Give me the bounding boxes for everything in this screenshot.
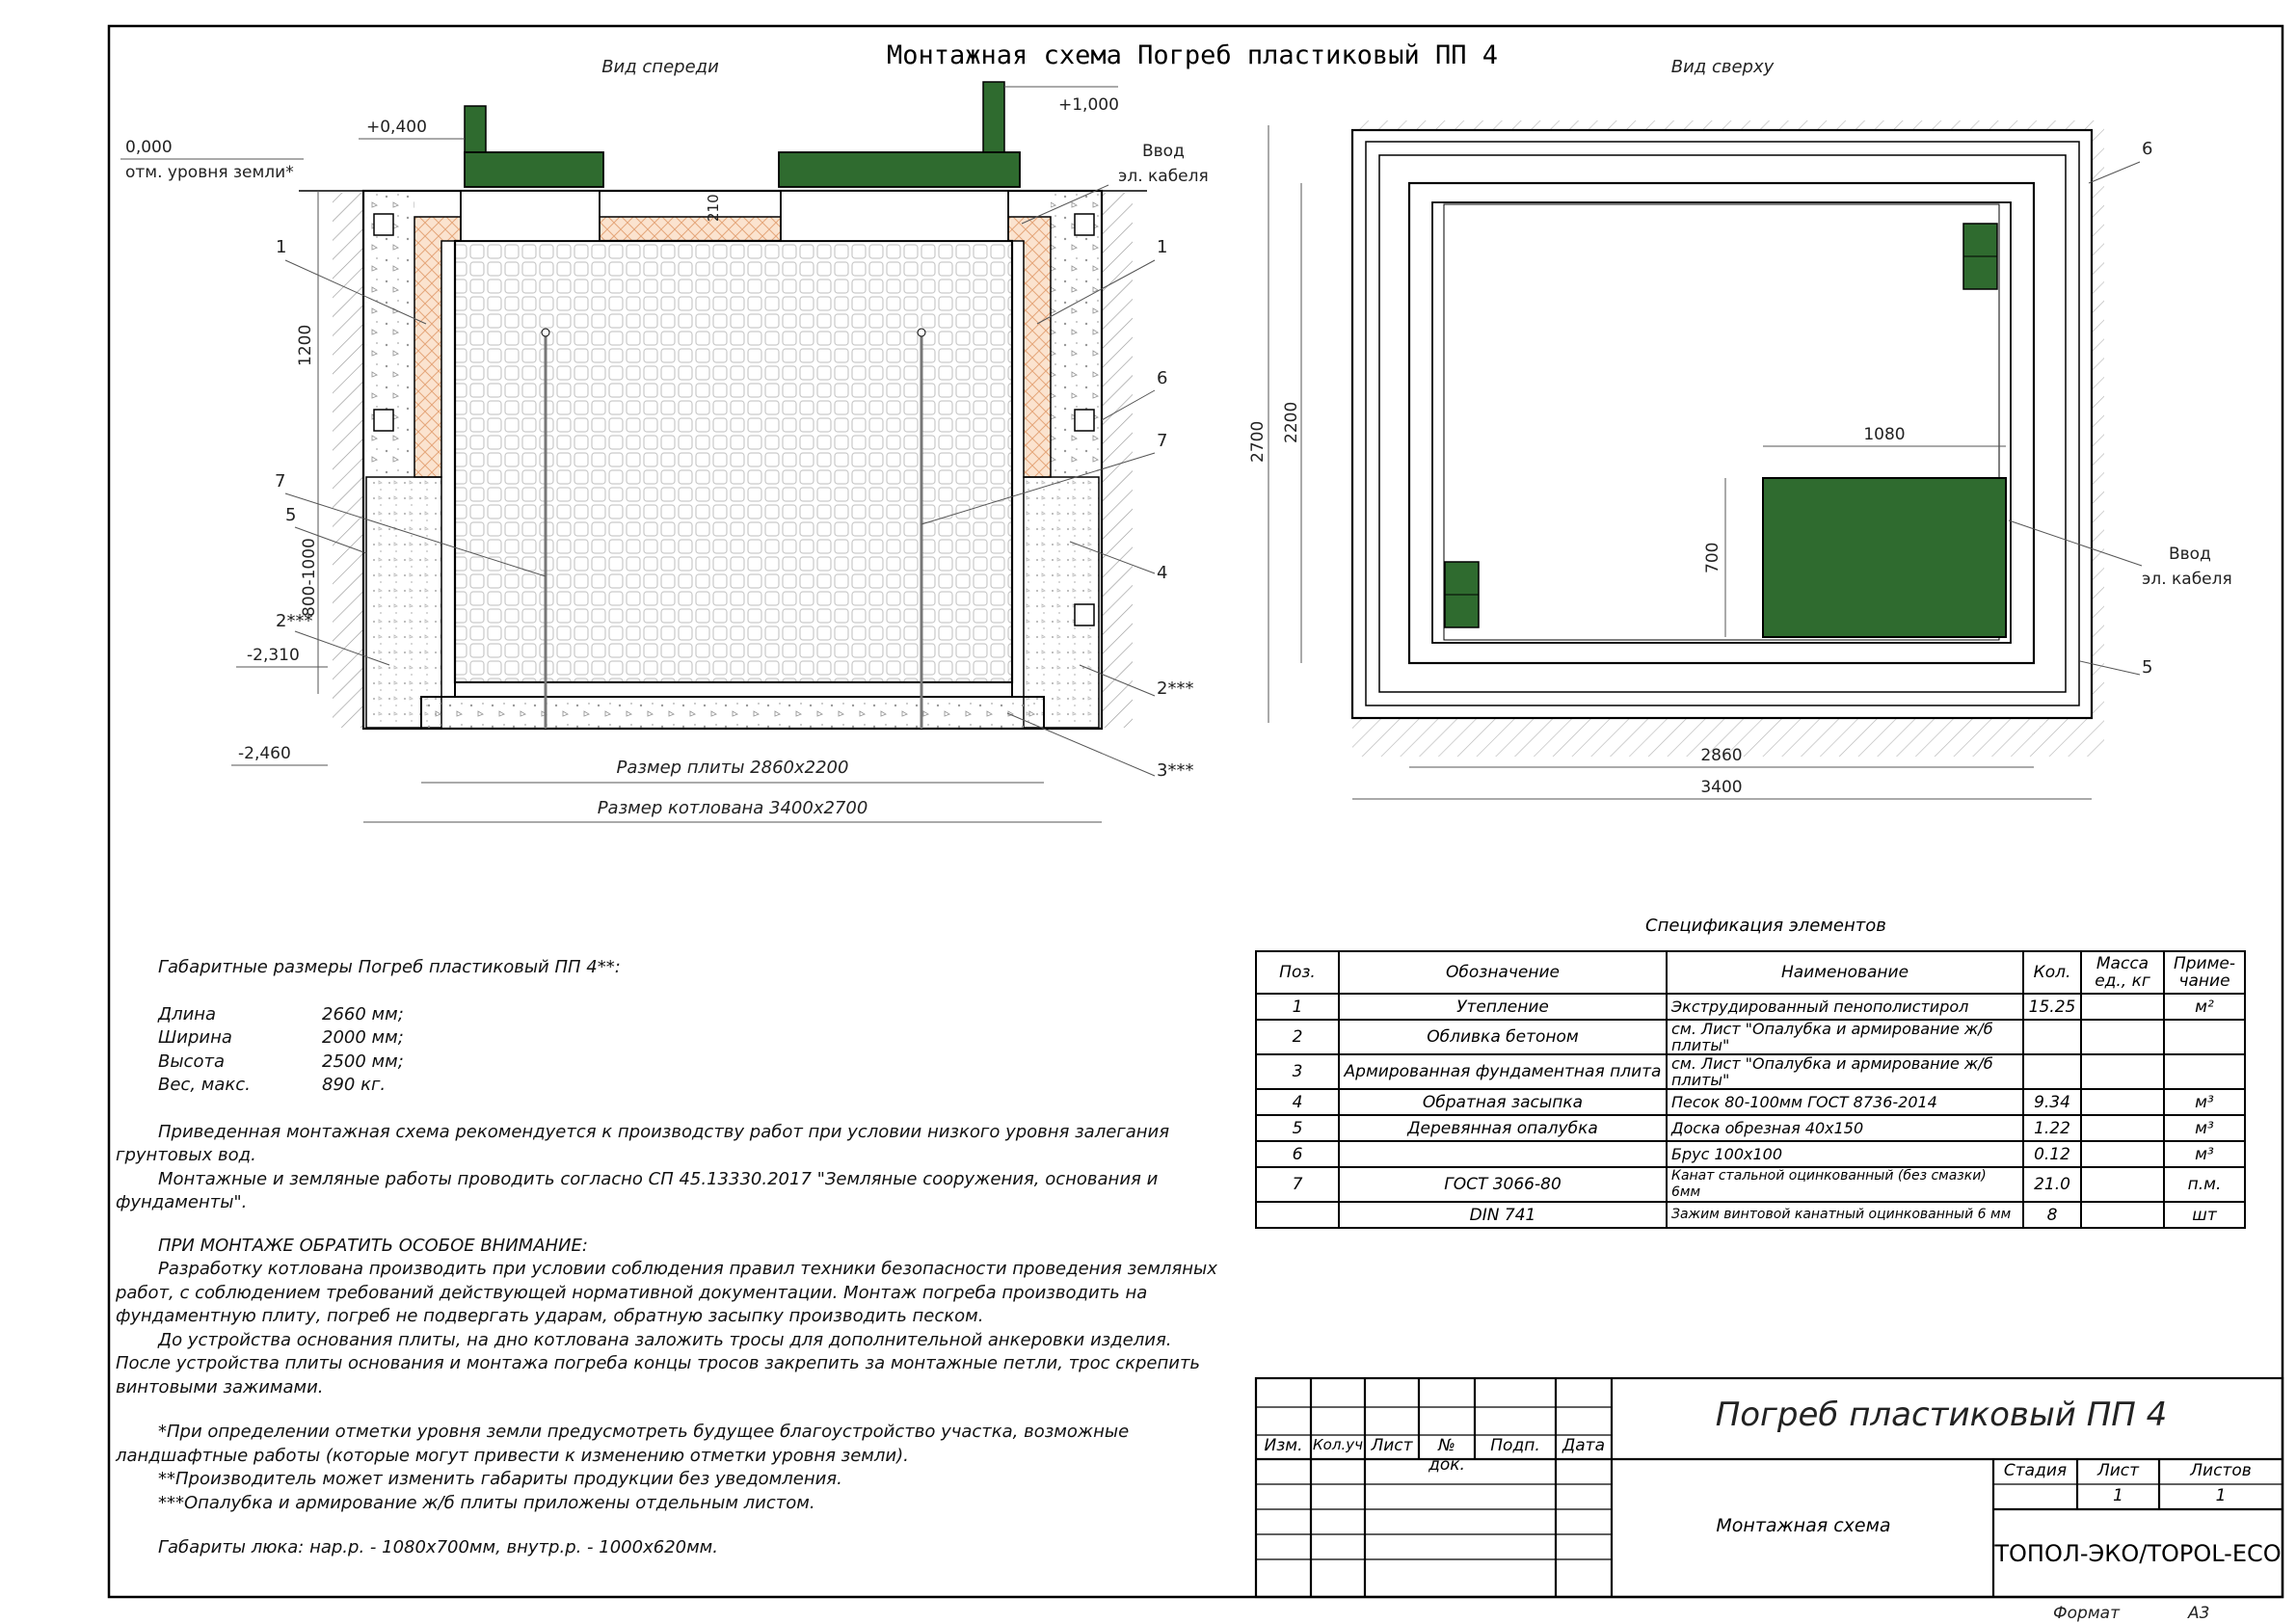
cell: Армированная фундаментная плита xyxy=(1339,1054,1667,1089)
note-paragraph: Приведенная монтажная схема рекомендуется к производству работ при условии низкого уровня залегания грунтовых вод. xyxy=(116,1121,1170,1165)
table-row xyxy=(1256,994,2245,1020)
cable-label-2: эл. кабеля xyxy=(1118,167,1209,186)
cell: ГОСТ 3066-80 xyxy=(1339,1167,1667,1202)
spec-header: Обозначение xyxy=(1339,951,1667,994)
vent-pipe-right xyxy=(983,82,1004,154)
tb-sheet-label: Лист xyxy=(2096,1461,2140,1480)
plate-size: Размер плиты 2860х2200 xyxy=(616,758,849,778)
spec-header-row xyxy=(1256,951,2245,994)
callout-5: 5 xyxy=(285,505,297,525)
title-format-label: Формат xyxy=(2053,1604,2120,1623)
tb-sheets-value: 1 xyxy=(2215,1486,2227,1505)
callout-2-left: 2*** xyxy=(276,611,313,631)
table-row xyxy=(1256,1054,2245,1089)
cell: Экструдированный пенополистирол xyxy=(1667,994,2023,1020)
tb-stage-label: Стадия xyxy=(2003,1461,2068,1480)
top-dim-2860: 2860 xyxy=(1700,746,1743,765)
anchor-loop-right xyxy=(918,329,925,336)
spec-header: Масса ед., кг xyxy=(2081,951,2164,994)
spec-header: Приме- чание xyxy=(2164,951,2245,994)
dim-name: Вес, макс. xyxy=(158,1075,251,1095)
spec-header: Наименование xyxy=(1667,951,2023,994)
top-view xyxy=(1248,120,2232,799)
callout-6: 6 xyxy=(1157,368,1168,388)
callout-4: 4 xyxy=(1157,563,1168,583)
tb-col-label: № док. xyxy=(1428,1436,1465,1475)
callout-1-right: 1 xyxy=(1157,237,1168,257)
cell: Обливка бетоном xyxy=(1339,1020,1667,1054)
table-row xyxy=(1256,1141,2245,1167)
level-pipe: +1,000 xyxy=(1058,95,1119,115)
cell: м² xyxy=(2164,994,2245,1020)
cell: 1.22 xyxy=(2023,1115,2081,1141)
dim-name: Длина xyxy=(158,1003,217,1024)
soil-left xyxy=(333,193,363,728)
cell xyxy=(2023,1054,2081,1089)
dim-name: Высота xyxy=(158,1051,225,1072)
cell: 15.25 xyxy=(2023,994,2081,1020)
level-2310: -2,310 xyxy=(247,646,300,665)
cellar-body xyxy=(455,241,1012,682)
cell: DIN 741 xyxy=(1339,1202,1667,1228)
dim-210: 210 xyxy=(705,194,722,222)
tb-sheet-value: 1 xyxy=(2113,1486,2123,1505)
soil-right xyxy=(1102,193,1133,728)
top-dim-3400: 3400 xyxy=(1700,778,1743,797)
table-row xyxy=(1256,1202,2245,1228)
cell: 3 xyxy=(1256,1054,1339,1089)
dimension-list xyxy=(158,1003,544,1098)
drawing-title: Монтажная схема Погреб пластиковый ПП 4 xyxy=(887,40,1498,70)
cell: 4 xyxy=(1256,1089,1339,1115)
dim-value: 2000 мм; xyxy=(322,1027,404,1048)
sand-fill-right xyxy=(1024,477,1099,728)
front-view xyxy=(120,82,1209,822)
cell xyxy=(1339,1141,1667,1167)
cell: см. Лист "Опалубка и армирование ж/б плиты" xyxy=(1667,1020,2023,1054)
cell xyxy=(2081,1167,2164,1202)
cell: 21.0 xyxy=(2023,1167,2081,1202)
cell xyxy=(2081,1020,2164,1054)
stud-l1 xyxy=(374,214,393,235)
cell: Утепление xyxy=(1339,994,1667,1020)
cell: 9.34 xyxy=(2023,1089,2081,1115)
hatch-dimensions-note: Габариты люка: нар.р. - 1080х700мм, внутр.р. - 1000х620мм. xyxy=(158,1537,718,1557)
cell: 1 xyxy=(1256,994,1339,1020)
level-zero-note: отм. уровня земли* xyxy=(125,163,294,182)
hatch-neck-left xyxy=(461,191,600,241)
foundation-plate xyxy=(421,697,1044,729)
spec-title: Спецификация элементов xyxy=(1645,916,1886,936)
tb-col-label: Кол.уч xyxy=(1313,1436,1363,1453)
cell: 5 xyxy=(1256,1115,1339,1141)
sheet-type: Монтажная схема xyxy=(1716,1515,1891,1536)
top-cable-1: Ввод xyxy=(2169,545,2211,564)
cable-label-1: Ввод xyxy=(1142,142,1185,161)
stud-r1 xyxy=(1075,214,1094,235)
callout-1-left: 1 xyxy=(276,237,287,257)
tb-col-label: Изм. xyxy=(1264,1436,1303,1455)
hatch-top xyxy=(1763,478,2006,637)
top-cable-2: эл. кабеля xyxy=(2142,570,2232,589)
cellar-floor xyxy=(455,682,1012,697)
dims-title: Габаритные размеры Погреб пластиковый ПП 4**: xyxy=(158,957,621,977)
cell: Песок 80-100мм ГОСТ 8736-2014 xyxy=(1667,1089,2023,1115)
sand-fill-left xyxy=(366,477,441,728)
cell: м³ xyxy=(2164,1141,2245,1167)
hatch-lid-left xyxy=(465,152,603,187)
top-callout-6: 6 xyxy=(2142,139,2153,159)
cell: Брус 100х100 xyxy=(1667,1141,2023,1167)
dim-value: 2660 мм; xyxy=(322,1003,404,1024)
vent-pipe-left xyxy=(465,106,486,154)
anchor-loop-left xyxy=(542,329,549,336)
cell xyxy=(2164,1054,2245,1089)
cell xyxy=(2081,994,2164,1020)
cell: Обратная засыпка xyxy=(1339,1089,1667,1115)
stud-r2 xyxy=(1075,410,1094,431)
title-format: А3 xyxy=(2188,1604,2210,1623)
cell: см. Лист "Опалубка и армирование ж/б плиты" xyxy=(1667,1054,2023,1089)
spec-header: Кол. xyxy=(2023,951,2081,994)
product-title: Погреб пластиковый ПП 4 xyxy=(1715,1396,2168,1434)
cell xyxy=(1256,1202,1339,1228)
tb-col-label: Подп. xyxy=(1490,1436,1540,1455)
top-callout-5: 5 xyxy=(2142,657,2153,678)
stud-l2 xyxy=(374,410,393,431)
spec-header: Поз. xyxy=(1256,951,1339,994)
cell: 8 xyxy=(2023,1202,2081,1228)
level-2460: -2,460 xyxy=(238,744,291,763)
cell: Деревянная опалубка xyxy=(1339,1115,1667,1141)
callout-7-left: 7 xyxy=(275,471,286,492)
level-hatch: +0,400 xyxy=(366,118,427,137)
cell: 6 xyxy=(1256,1141,1339,1167)
cell: 0.12 xyxy=(2023,1141,2081,1167)
tb-company: ТОПОЛ-ЭКО/TOPOL-ECO xyxy=(1994,1540,2282,1567)
pit-size: Размер котлована 3400х2700 xyxy=(597,798,868,818)
table-row xyxy=(1256,1020,2245,1054)
cell: 2 xyxy=(1256,1020,1339,1054)
footnote: *При определении отметки уровня земли предусмотреть будущее благоустройство участка, возможные ландшафтные работы (которые могут привести к изменению отметки уровня земли). xyxy=(116,1422,1130,1466)
cell xyxy=(2081,1089,2164,1115)
footnote: **Производитель может изменить габариты продукции без уведомления. xyxy=(158,1469,842,1489)
top-dim-2200: 2200 xyxy=(1282,401,1301,443)
cell xyxy=(2081,1115,2164,1141)
note-paragraph: Разработку котлована производить при условии соблюдения правил техники безопасности проведения земляных работ, с соблюдением требований действующей нормативной документации. Монтаж погреба производить на фундаментную плиту, погреб не подвергать ударам, обратную засыпку производить песком. xyxy=(116,1259,1217,1326)
dim-value: 890 кг. xyxy=(322,1075,387,1095)
top-view-label: Вид сверху xyxy=(1670,57,1775,77)
table-row xyxy=(1256,1115,2245,1141)
table-row xyxy=(1256,1089,2245,1115)
cell xyxy=(2081,1054,2164,1089)
footnote: ***Опалубка и армирование ж/б плиты приложены отдельным листом. xyxy=(158,1492,815,1513)
level-zero: 0,000 xyxy=(125,138,173,157)
cell: м³ xyxy=(2164,1115,2245,1141)
dim-1200: 1200 xyxy=(296,324,315,366)
cell: Зажим винтовой канатный оцинкованный 6 мм xyxy=(1667,1202,2023,1228)
cell xyxy=(2081,1202,2164,1228)
attention-heading: ПРИ МОНТАЖЕ ОБРАТИТЬ ОСОБОЕ ВНИМАНИЕ: xyxy=(158,1235,588,1256)
callout-7-right: 7 xyxy=(1157,431,1168,451)
callout-2-right: 2*** xyxy=(1157,678,1194,699)
hatch-lid-right xyxy=(779,152,1020,187)
dim-800-1000: 800-1000 xyxy=(300,538,319,617)
spec-table xyxy=(1255,950,2246,1229)
cell xyxy=(2023,1020,2081,1054)
cell xyxy=(2081,1141,2164,1167)
cell: п.м. xyxy=(2164,1167,2245,1202)
table-row xyxy=(1256,1167,2245,1202)
tb-sheets-label: Листов xyxy=(2190,1461,2252,1480)
tb-col-label: Лист xyxy=(1371,1436,1413,1455)
cell: Доска обрезная 40х150 xyxy=(1667,1115,2023,1141)
cell: м³ xyxy=(2164,1089,2245,1115)
cell: 7 xyxy=(1256,1167,1339,1202)
general-notes xyxy=(116,956,1224,1560)
top-dim-700: 700 xyxy=(1703,542,1722,573)
top-dim-1080: 1080 xyxy=(1863,425,1906,444)
front-view-label: Вид спереди xyxy=(601,57,719,77)
cell: шт xyxy=(2164,1202,2245,1228)
hatch-neck-right xyxy=(781,191,1008,241)
stud-r3 xyxy=(1075,604,1094,625)
cell: Канат стальной оцинкованный (без смазки) 6мм xyxy=(1667,1167,2023,1202)
callout-3: 3*** xyxy=(1157,760,1194,781)
tb-col-label: Дата xyxy=(1562,1436,1606,1455)
top-dim-2700: 2700 xyxy=(1248,420,1268,463)
cell xyxy=(2164,1020,2245,1054)
dim-value: 2500 мм; xyxy=(322,1051,404,1072)
dim-name: Ширина xyxy=(158,1027,232,1048)
note-paragraph: До устройства основания плиты, на дно котлована заложить тросы для дополнительной анкеровки изделия. После устройства плиты основания и монтажа погреба концы тросов закрепить за монтажные петли, трос скрепить винтовыми зажимами. xyxy=(116,1329,1201,1397)
note-paragraph: Монтажные и земляные работы проводить согласно СП 45.13330.2017 "Земляные сооружения, основания и фундаменты". xyxy=(116,1168,1159,1212)
